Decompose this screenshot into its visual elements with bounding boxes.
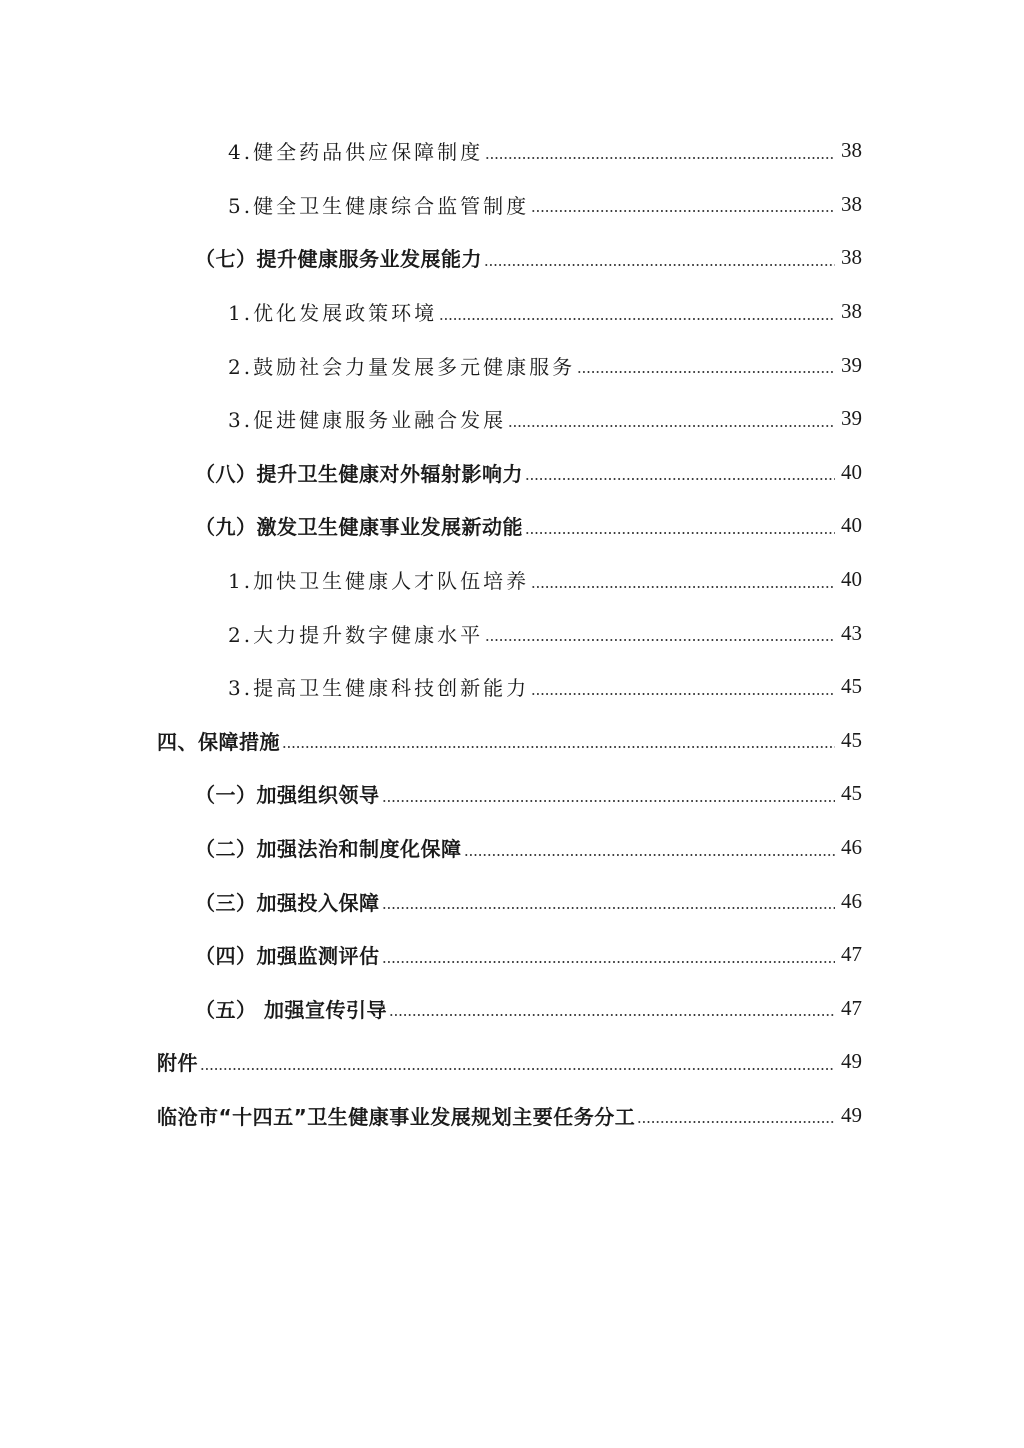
toc-entry[interactable] [0, 178, 1024, 232]
dot-leader [485, 157, 835, 159]
toc-entry-title: 4.健全药品供应保障制度 [228, 140, 484, 165]
toc-entry-title: （七）提升健康服务业发展能力 [195, 247, 482, 272]
toc-page-number: 46 [841, 835, 862, 860]
toc-page-number: 39 [841, 352, 862, 377]
dot-leader [382, 800, 836, 802]
toc-page-number: 47 [841, 942, 862, 967]
toc-entry-title: 临沧市“十四五”卫生健康事业发展规划主要任务分工 [157, 1104, 636, 1129]
table-of-contents [0, 124, 1024, 1142]
toc-entry[interactable] [0, 1089, 1024, 1143]
toc-page-number: 45 [841, 674, 862, 699]
toc-page-number: 45 [841, 781, 862, 806]
toc-entry-title: 附件 [157, 1051, 198, 1076]
toc-entry[interactable] [0, 874, 1024, 928]
toc-page-number: 38 [841, 191, 862, 216]
toc-entry[interactable] [0, 285, 1024, 339]
toc-entry-title: （四）加强监测评估 [195, 944, 380, 969]
dot-leader [485, 639, 835, 641]
toc-entry-title: （三）加强投入保障 [195, 890, 380, 915]
toc-entry[interactable] [0, 660, 1024, 714]
toc-entry-title: （二）加强法治和制度化保障 [195, 837, 462, 862]
toc-entry[interactable] [0, 767, 1024, 821]
toc-entry-title: 1.优化发展政策环境 [228, 301, 438, 326]
dot-leader [577, 371, 835, 373]
dot-leader [282, 746, 835, 748]
toc-page-number: 38 [841, 299, 862, 324]
toc-page-number: 38 [841, 138, 862, 163]
toc-page-number: 40 [841, 567, 862, 592]
toc-page-number: 39 [841, 406, 862, 431]
toc-entry[interactable] [0, 982, 1024, 1036]
toc-entry[interactable] [0, 1035, 1024, 1089]
toc-entry-title: 3.提高卫生健康科技创新能力 [228, 676, 530, 701]
toc-page-number: 49 [841, 1049, 862, 1074]
toc-entry-title: （九）激发卫生健康事业发展新动能 [195, 515, 523, 540]
toc-page-number: 45 [841, 727, 862, 752]
dot-leader [439, 318, 835, 320]
toc-page-number: 46 [841, 888, 862, 913]
toc-entry[interactable] [0, 392, 1024, 446]
toc-entry-title: （一）加强组织领导 [195, 783, 380, 808]
toc-entry[interactable] [0, 338, 1024, 392]
toc-entry[interactable] [0, 446, 1024, 500]
toc-entry-title: （八）提升卫生健康对外辐射影响力 [195, 461, 523, 486]
toc-entry-title: 四、保障措施 [157, 729, 280, 754]
toc-entry-title: 1.加快卫生健康人才队伍培养 [228, 569, 530, 594]
dot-leader [531, 586, 835, 588]
dot-leader [508, 425, 835, 427]
toc-entry-title: 3.促进健康服务业融合发展 [228, 408, 507, 433]
toc-page-number: 40 [841, 459, 862, 484]
toc-entry-title: 2.大力提升数字健康水平 [228, 622, 484, 647]
toc-entry-title: （五） 加强宣传引导 [195, 997, 387, 1022]
dot-leader [525, 532, 835, 534]
toc-entry[interactable] [0, 231, 1024, 285]
toc-page-number: 38 [841, 245, 862, 270]
toc-entry[interactable] [0, 714, 1024, 768]
toc-entry[interactable] [0, 928, 1024, 982]
toc-page-number: 47 [841, 995, 862, 1020]
dot-leader [200, 1068, 835, 1070]
toc-page-number: 49 [841, 1102, 862, 1127]
toc-page-number: 40 [841, 513, 862, 538]
toc-entry-title: 2.鼓励社会力量发展多元健康服务 [228, 354, 576, 379]
dot-leader [531, 693, 835, 695]
dot-leader [484, 264, 835, 266]
toc-page-number: 43 [841, 620, 862, 645]
dot-leader [382, 907, 836, 909]
dot-leader [525, 478, 835, 480]
dot-leader [464, 854, 836, 856]
toc-entry[interactable] [0, 124, 1024, 178]
toc-entry[interactable] [0, 553, 1024, 607]
dot-leader [382, 961, 836, 963]
dot-leader [389, 1014, 835, 1016]
toc-entry[interactable] [0, 821, 1024, 875]
toc-entry[interactable] [0, 606, 1024, 660]
dot-leader [531, 210, 835, 212]
dot-leader [637, 1121, 835, 1123]
toc-entry-title: 5.健全卫生健康综合监管制度 [228, 193, 530, 218]
toc-entry[interactable] [0, 499, 1024, 553]
